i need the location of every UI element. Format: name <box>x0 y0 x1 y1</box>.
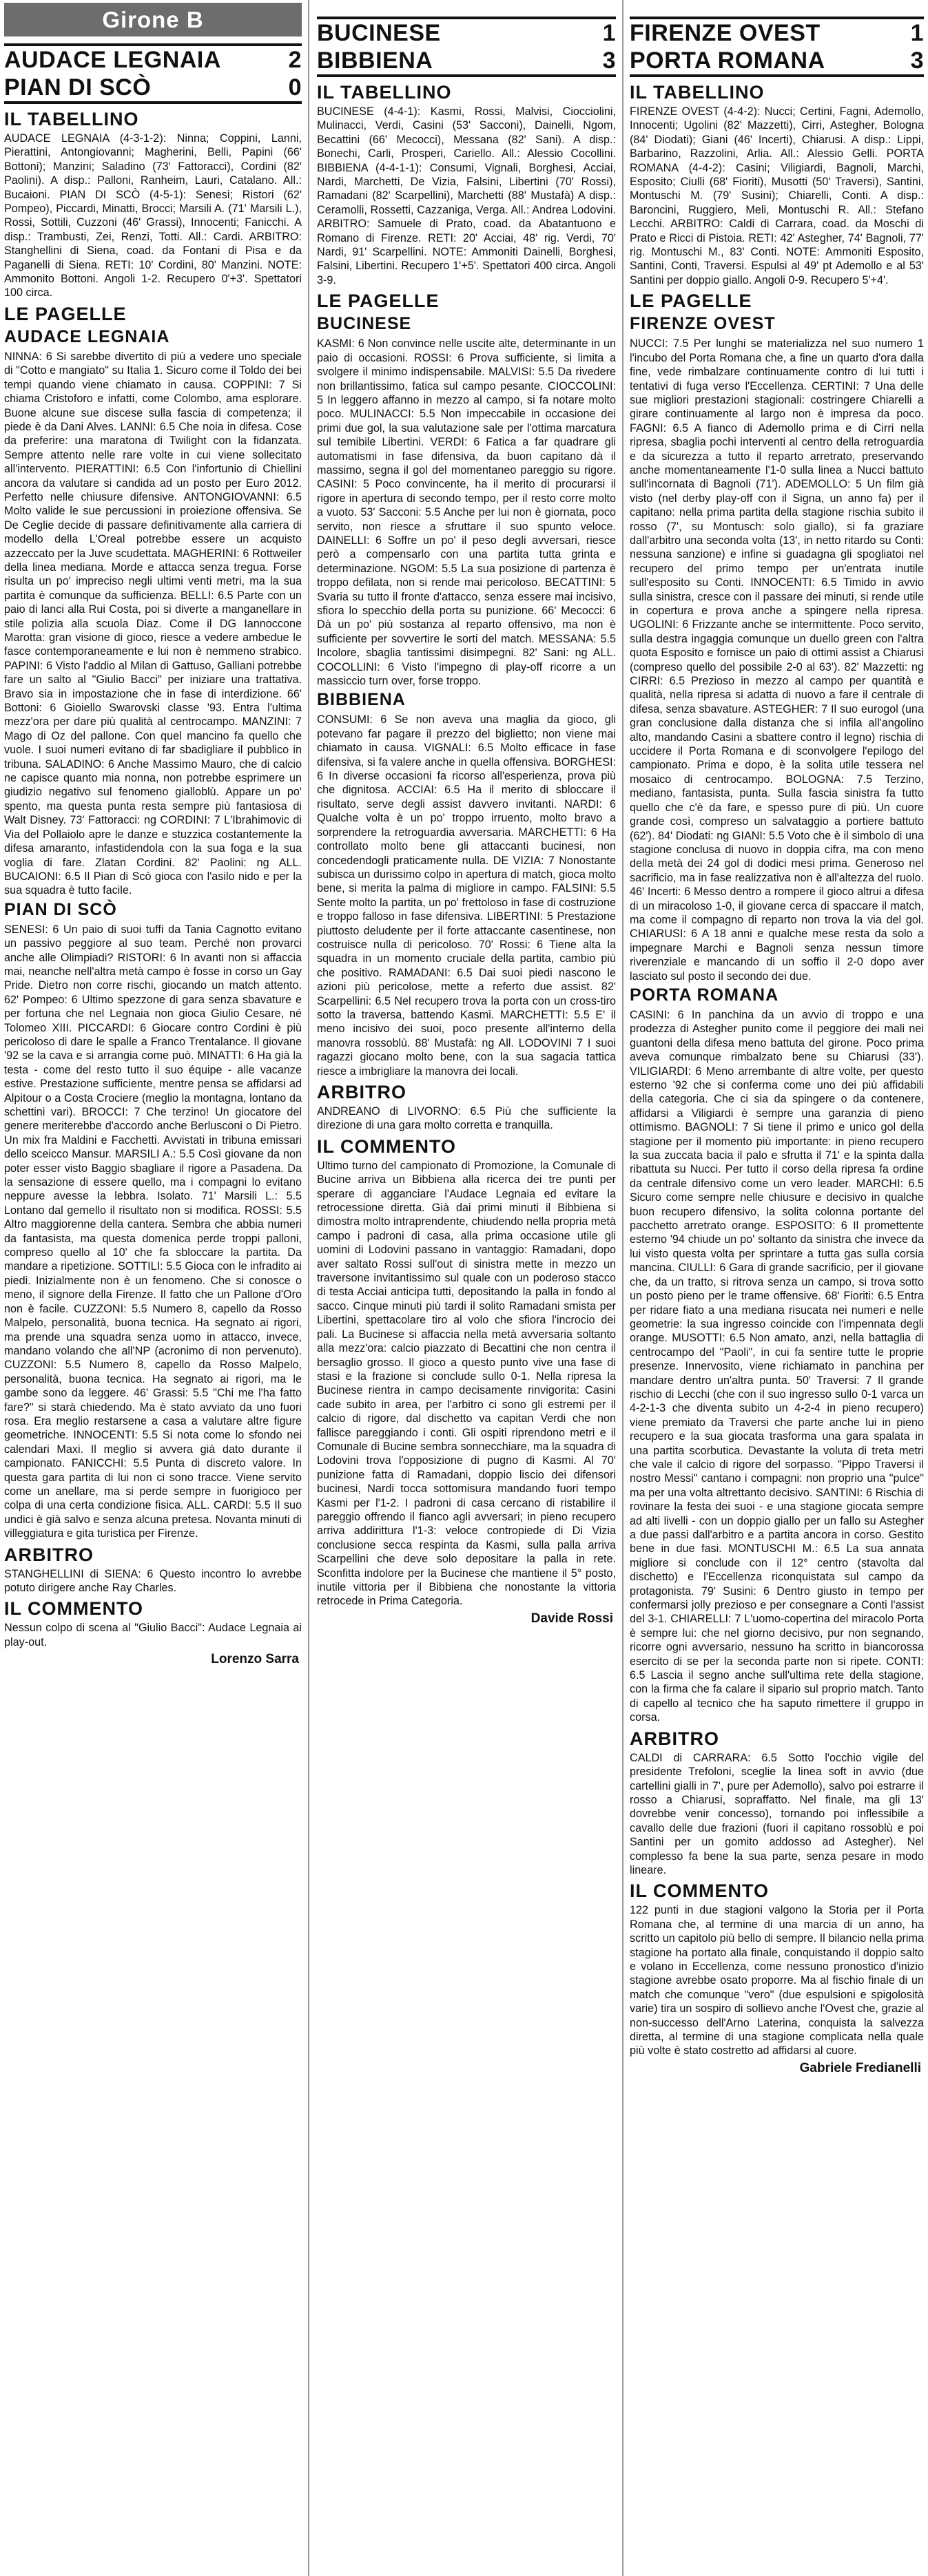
tabellino-heading: IL TABELLINO <box>630 82 765 103</box>
pagelle-text: NINNA: 6 Si sarebbe divertito di più a vedere uno speciale di "Cotto e mangiato" su Italia 1. Sicuro come il Toldo dei bei tempi quando viene chiamato in causa. COPPINI: 7 Si chiama Cristoforo e infatti, come Colombo, ama esplorare. Buone alcune sue discese sulla fascia di competenza; il piede è da Dani Alves. LANNI: 6.5 Che noia in difesa. Cose da preferire: una maratona di Twilight con la fidanzata. Sempre attento nelle rare volte in cui viene sollecitato all'intervento. PIERATTINI: 6.5 Con l'infortunio di Chiellini ancora da valutare si candida ad un posto per Euro 2012. Perfetto nelle chiusure difensive. ANTONGIOVANNI: 6.5 Molto valide le sue percussioni in proiezione offensiva. Se De Ceglie decide di passare definitivamente alla carriera di modello della L'Oreal potrebbe essere un acquisto azzeccato per la Juve scudettata. MAGHERINI: 6 Rottweiler della linea mediana. Morde e attacca senza tregua. Forse risulta un po' impreciso negli ultimi venti metri, ma la sua partita è comunque da sufficienza. BELLI: 6.5 Parte con un paio di lanci alla Rui Costa, poi si diverte a manganellare in stile polizia alla scuola Diaz. Come il DG Iannoccone Marotta: gran visione di gioco, riesce a vedere ambedue le fasce contemporaneamente e lui non è nemmeno strabico. PAPINI: 6 Visto l'addio al Milan di Gattuso, Galliani potrebbe fare un salto al "Giulio Bacci" per iniziare una trattativa. Bravo sia in impostazione che in fase di interdizione. 66' Bottoni: 6 Gioiello Swarovski classe '93. Entra l'ultima mezz'ora per dare più qualità al centrocampo. MANZINI: 7 Mago di Oz del pallone. Con quel mancino fa quello che vuole. I suoi numeri evitano di far sbadigliare il pubblico in tribuna. SALADINO: 6 Anche Massimo Mauro, che di calcio ne capisce quanto mia nonna, non potrebbe esprimere un giudizio negativo sul fenomeno gialloblù. Appare un po' spento, ma questa punta resta sempre più fantasiosa di Walt Disney. 73' Fattoracci: ng CORDINI: 7 L'Ibrahimovic di Via del Pollaiolo apre le danze e stuzzica costantemente la difesa amaranto, infastidendola con la sua foga e la sua voglia di fare. Zlatan Cordini. 82' Paolini: ng ALL. BUCAIONI: 6.5 Il Pian di Scò gioca con l'asilo nido e per la sua squadra è tutto facile. <box>4 350 302 897</box>
pagelle-team-heading: BIBBIENA <box>317 690 406 710</box>
scoreline <box>4 43 302 104</box>
home-team-row <box>630 19 924 47</box>
article-firenze-ovest-porta-romana <box>627 0 928 2576</box>
tabellino-heading: IL TABELLINO <box>317 82 452 103</box>
commento-text: Nessun colpo di scena al "Giulio Bacci": Audace Legnaia ai play-out. <box>4 1622 302 1648</box>
away-team-row <box>317 47 616 77</box>
pagelle-text: SENESI: 6 Un paio di suoi tuffi da Tania Cagnotto evitano un passivo peggiore al suo team. Perché non provarci anche alle Olimpiadi? RISTORI: 6 In avanti non si affaccia mai, neanche nell'altra metà campo è fosse in corso un Gay Pride. Dietro non corre rischi, giocando un match attento. 62' Pompeo: 6 Ultimo spezzone di gara senza sbavature e per fortuna che nel Legnaia non gioca Giulio Cesare, né Tolomeo XIII. PICCARDI: 6 Giocare contro Cordini è più pericoloso di dare le spalle a Franco Trentalance. Il giovane '92 se la cava e si arrangia come può. MINATTI: 6 Ha già la testa - come del resto tutto il suo équipe - alle vacanze estive. Prestazione sufficiente, mentre pensa se affidarsi ad Alpitour o a Costa Crociere (meglio la montagna, lontano da schettini vari). BROCCI: 7 Che terzino! Un giocatore del genere meriterebbe d'accordo anche Berlusconi o Di Pietro. Un mix fra Maldini e Facchetti. Avvistati in tribuna emissari dello sceicco Mansur. MARSILI A.: 5.5 Così giovane da non poter esser visto Baggio sbagliare il rigore a Pasadena. Da la sensazione di essere quello, ma i compagni lo evitano neppure avesse la lebbra. Isolato. 71' Marsili L.: 5.5 Lontano dal gemello il risultato non si modifica. ROSSI: 5.5 Altro maggiorenne della cantera. Sembra che abbia numeri da fantasista, ma questa domenica perde troppi palloni, compreso quello al 10' che fa sbloccare la partita. Da mandare a ripetizione. SOTTILI: 5.5 Gioca con le infradito ai piedi. Inizialmente non è un fenomeno. Che si conosce o meno, il signore della Firenze. Il fatto che un Pallone d'Oro non è facile. CUZZONI: 5.5 Numero 8, capello da Rosso Malpelo, personalità, buona tecnica. Ha segnato ai rigori, ma prende una squadra senza uomo in attacco, invece, mandano volando che all'NP (acronimo di non pervenuto). CUZZONI: 5.5 Numero 8, capello da Rosso Malpelo, personalità, buona tecnica. Ha segnato ai rigori, ma le gambe sono da leggere. 46' Grassi: 5.5 "Chi me l'ha fatto fare?" si starà chiedendo. Ma è stato avviato da uno fuori rosa. Era meglio restarsene a casa a valutare altre figure geometriche. INNOCENTI: 5.5 Si nota come lo sfondo nei calendari Maxi. Il meglio si avvera già dato durante il campionato. FANICCHI: 5.5 Punta di discreto valore. In questa gara partita di lui non ci sono tracce. Viene servito come un anellare, ma si perde sempre in fuorigioco per colpa di una certa condizione fisica. ALL. CARDI: 5.5 Il suo undici è già salvo e senza alcuna pretesa. Novanta minuti di villeggiatura e gita turistica per Firenze. <box>4 923 302 1540</box>
pagelle-team-heading: BUCINESE <box>317 314 412 334</box>
author-byline: Davide Rossi <box>530 1611 613 1626</box>
pagelle-text: CASINI: 6 In panchina da un avvio di troppo e una prodezza di Astegher punito come il peggiore dei mali nei guantoni della difesa meno battuta del girone. Poco prima aveva comunque rimbalzato bene su Chiarusi (33'). VILIGIARDI: 6 Meno arrembante di altre volte, per questo esterno '92 che si conferma come uno dei più affidabili della categoria. Che ci sia da spingere o da contenere, affidarsi a Viligiardi è sempre una garanzia di pieno ottimismo. BAGNOLI: 7 Si tiene il primo e unico gol della stagione per il momento più importante: in pieno recupero la sua zuccata bacia il palo e sfrutta il 71' e la spinta dalla ribattuta su Nucci. Per tutto il corso della ripresa fa ordine da centrale difensivo come un vero leader. MARCHI: 6.5 Sicuro come sempre nelle chiusure e decisivo in qualche buon recupero difensivo, la solita colonna portante del pacchetto arretrato orange. ESPOSITO: 6 Il promettente esterno '94 chiude un po' soltanto da sinistra che invece da lui visto questa volta per sprintare a tutta gas sulla corsia mancina. CIULLI: 6 Gara di grande sacrificio, per il giovane che, da un tratto, si ritrova senza un campo, si trova sotto un posto pieno per le trame offensive. 68' Fioriti: 6.5 Entra per ridare fiato a una mediana risucata nei numeri e nelle geometrie: la sua ingresso coincide con l'impennata degli orange. MUSOTTI: 6.5 Non amato, anzi, nella battaglia di centrocampo del "Paoli", in cui fa sentire tutte le proprie presenze. Innervosito, viene richiamato in panchina per mandare dentro un'altra punta. 50' Traversi: 7 Il grande rischio di Lecchi (che con il suo ingresso sullo 0-1 varca un 4-2-1-3 che diventa subito un 4-2-4 in pieno recupero) viene premiato da Traversi che parte anche lui in pieno recupero e la sua giocata trasforma una gara spalata in una partita scorbutica. Devastante la voluta di treta metri che vale il calcio di rigore del sorpasso. "Pippo Traversi il nostro Messi" cantano i compagni: non proprio una "pulce" ma per una volta altrettanto decisivo. SANTINI: 6 Rischia di rovinare la festa dei suoi - e una stagione giocata sempre ad alti livelli - con un doppio giallo per un fallo su Astegher a due passi dall'arbitro e a partita ancora in corso. Gestito bene in due fasi. MONTUSCHI M.: 6.5 La sua annata migliore si conclude con il 12° centro (stavolta dal dischetto) e l'Eccellenza riconquistata sul campo da protagonista. 79' Susini: 6 Dentro giusto in tempo per confermarsi jolly prezioso e per consegnare a Conti l'assist del 3-1. CHIARELLI: 7 L'uomo-copertina del miracolo Porta è sempre lui: che nel giorno decisivo, pur non segnando, ricorre ogni avversario, nessuno ha scritto in biancorossa esercito di se per la seconda parte non si ripete. CONTI: 6.5 Lascia il segno anche sull'ultima rete della stagione, con la firma che fa calare il sipario sul proprio match. Tanto di capello al tecnico che ha saputo rimettere il gruppo in corsa. <box>630 1008 924 1724</box>
arbitro-heading: ARBITRO <box>630 1728 719 1749</box>
tabellino-text: BUCINESE (4-4-1): Kasmi, Rossi, Malvisi, Ciocciolini, Mulinacci, Verdi, Casini (53' Sacconi), Dainelli, Ngom, Becattini (66' Mecocci), Messana (82' Sani). A disp.: Bonechi, Carli, Prosperi, Cariello. All.: Alessio Cocollini. BIBBIENA (4-4-1-1): Consumi, Vignali, Borghesi, Acciai, Nardi, Marchetti, De Vizia, Falsini, Libertini (70' Rossi), Ramadani (82' Scarpellini), Marchetti (88' Mustafà) A disp.: Ceramolli, Rossetti, Cazzaniga, Verga. All.: Andrea Lodovini. ARBITRO: Samuele di Prato, coad. da Abatantuono e Romano di Firenze. RETI: 20' Acciai, 48' rig. Verdi, 70' Nardi, 91' Scarpellini. NOTE: Ammoniti Dainelli, Borghesi, Falsini, Libertini. Recupero 1'+5'. Spettatori 400 circa. Angoli 3-9. <box>317 105 616 286</box>
column-divider <box>308 0 309 2576</box>
commento-text: 122 punti in due stagioni valgono la Storia per il Porta Romana che, al termine di una marcia di un anno, ha scritto un capitolo più bello di sempre. Il bilancio nella prima stagione ha portato alla finale, conquistando il doppio salto e volano in Eccellenza, come nessuno pronostico d'inizio stagione avrebbe osato proporre. Ma al fischio finale di un match che comunque "vero" (due espulsioni e spigolosità varie) tira un sospiro di sollievo anche l'Ovest che, grazie al non-successo dell'Arno Laterina, conquista la salvezza diretta, al termine di una stagione complicata nella quale più volte è stato costretto ad affidarsi al cuore. <box>630 1904 924 2057</box>
home-score: 2 <box>288 47 302 73</box>
author-byline: Gabriele Fredianelli <box>799 2060 921 2075</box>
scoreline <box>317 17 616 77</box>
pagelle-team-heading: AUDACE LEGNAIA <box>4 326 170 346</box>
home-team-row <box>317 19 616 47</box>
away-team-row <box>630 47 924 77</box>
tabellino-heading: IL TABELLINO <box>4 109 139 129</box>
arbitro-text: STANGHELLINI di SIENA: 6 Questo incontro lo avrebbe potuto dirigere anche Ray Charles. <box>4 1567 302 1594</box>
pagelle-text: KASMI: 6 Non convince nelle uscite alte, determinante in un paio di occasioni. ROSSI: 6 Prova sufficiente, si limita a svolgere il minimo indispensabile. MALVISI: 5.5 Da rivedere non brillantissimo, fatica sul campo pesante. CIOCCOLINI: 5 In leggero affanno in mezzo al campo, si fa notare molto poco. MULINACCI: 5.5 Non impeccabile in occasione dei primi due gol, la sua valutazione sale per l'ottima marcatura sul temibile Libertini. VERDI: 6 Fatica a far quadrare gli automatismi in fase difensiva, da buon capitano dà il massimo, segna il gol del momentaneo pareggio su rigore. CASINI: 5 Poco convincente, ha il merito di procurarsi il rigore in apertura di secondo tempo, per il resto corre molto a vuoto. 53' Sacconi: 5.5 Anche per lui non è giornata, poco servito, non riesce a sfruttare il suo spunto veloce. DAINELLI: 6 Soffre un po' il peso degli avversari, riesce però a compensarlo con una partita tutta grinta e determinazione. NGOM: 5.5 La sua posizione di partenza è troppo defilata, non si rende mai pericoloso. BECATTINI: 5 Svaria su tutto il fronte d'attacco, senza essere mai incisivo, sfiora lo specchio della porta su punizione. 66' Mecocci: 6 Dà un po' più sostanza al reparto offensivo, ma non è sufficiente per sovvertire le sorti del match. MESSANA: 5.5 Incolore, sbaglia tantissimi disimpegni. 82' Sani: ng ALL. COCOLLINI: 6 Visto l'impegno di play-off ricorre a un massiccio turn over, forse troppo. <box>317 337 616 688</box>
commento-text: Ultimo turno del campionato di Promozione, la Comunale di Bucine arriva un Bibbiena alla ricerca dei tre punti per sperare di agganciare l'Audace Legnaia ed evitare la retrocessione diretta. Già dai primi minuti il Bibbiena si dimostra molto intraprendente, chiudendo nella propria metà campo i padroni di casa, alla prima occasione utile gli uomini di Lodovini passano in vantaggio: Ramadani, dopo aver saltato Rossi sull'out di sinistra mette in mezzo un traversone invitantissimo sul quale con un poderoso stacco di testa Acciai anticipa tutti, depositando la palla in fondo al sacco. Cinque minuti più tardi il solito Ramadani smista per Libertini, spettacolare tiro al volo che sfiora l'incrocio dei pali. La Bucinese si affaccia nella metà avversaria soltanto alla mezz'ora: calcio piazzato di Becattini che non centra il bersaglio grosso. Il gioco a questo punto vive una fase di stasi e la frazione si conclude sullo 0-1. Nella ripresa la Bucinese rientra in campo decisamente rinvigorita: Casini cade subito in area, per l'arbitro ci sono gli estremi per il calcio di rigore, dal dischetto va capitan Verdi che non fallisce pareggiando i conti. Gli ospiti riprendono metri e il Comunale di Bucine sembra sonnecchiare, ma la squadra di Lodovini trova l'opposizione di pugno di Kasmi. Al 70' punizione fatta di Ramadani, doppio liscio dei difensori bucinesi, Nardi tocca sottomisura mandando fuori tempo Kasmi per l'1-2. I padroni di casa cercano di ristabilire il pareggio offrendo il fianco agli avversari; in pieno recupero arriva addirittura l'1-3: veloce contropiede di Di Vizia conclusione secca respinta da Kasmi, sulla palla arriva Scarpellini che deve solo depositare la palla in rete. Sconfitta indolore per la Bucinese che mantiene il 5° posto, inutile vittoria per il Bibbiena che nonostante la vittoria retrocede in Prima Categoria. <box>317 1159 616 1608</box>
pagelle-team-heading: PIAN DI SCÒ <box>4 899 117 919</box>
away-team-name: BIBBIENA <box>317 48 433 74</box>
away-score: 0 <box>288 74 302 101</box>
home-team-name: AUDACE LEGNAIA <box>4 47 221 73</box>
tabellino-text: AUDACE LEGNAIA (4-3-1-2): Ninna; Coppini, Lanni, Pierattini, Antongiovanni; Magherini, Belli, Papini (66' Bottoni); Manzini; Saladino (73' Fattoracci), Cordini (82' Paolini). A disp.: Palloni, Ranheim, Lauri, Catalano. All.: Bucaioni. PIAN DI SCÒ (4-5-1): Senesi; Ristori (62' Pompeo), Piccardi, Minatti, Brocci; Marsili A. (71' Marsili L.), Rossi, Sottili, Cuzzoni (46' Grassi), Innocenti; Fanicchi. A disp.: Trambusti, Zei, Renzi, Totti. All.: Cardi. ARBITRO: Stanghellini di Siena, coad. da Fontani di Pisa e da Paganelli di Siena. RETI: 10' Cordini, 80' Manzini. NOTE: Ammonito Bottoni. Angoli 1-2. Recupero 0'+3'. Spettatori 100 circa. <box>4 132 302 300</box>
away-team-name: PORTA ROMANA <box>630 48 825 74</box>
pagelle-heading: LE PAGELLE <box>317 291 440 312</box>
column-divider <box>622 0 623 2576</box>
tabellino-text: FIRENZE OVEST (4-4-2): Nucci; Certini, Fagni, Ademollo, Innocenti; Ugolini (82' Mazzetti), Cirri, Astegher, Bologna (84' Diodati); Giani (46' Incerti), Chiarusi. A disp.: Lippi, Barbarino, Razzolini, Arlia. All.: Alessio Gelli. PORTA ROMANA (4-4-2): Casini; Viligiardi, Bagnoli, Marchi, Esposito; Ciulli (68' Fioriti), Musotti (50' Traversi), Santini, Montuschi M. (79' Susini); Chiarelli, Conti. A disp.: Baroncini, Ruggiero, Meli, Montuschi R. All.: Stefano Lecchi. ARBITRO: Caldi di Carrara, coad. da Moschi di Prato e Ricci di Pistoia. RETI: 42' Astegher, 74' Bagnoli, 77' rig. Montuschi M., 83' Conti. NOTE: Ammoniti Esposito, Santini, Conti, Traversi. Espulsi al 49' pt Ademollo e al 53' Santini per doppio giallo. Angoli 0-9. Recupero 5'+4'. <box>630 105 924 286</box>
away-team-row <box>4 74 302 104</box>
home-score: 1 <box>910 20 924 46</box>
arbitro-heading: ARBITRO <box>4 1544 94 1565</box>
commento-heading: IL COMMENTO <box>4 1598 144 1620</box>
article-bucinese-bibbiena <box>314 0 619 2576</box>
pagelle-team-heading: FIRENZE OVEST <box>630 314 776 334</box>
home-team-name: BUCINESE <box>317 20 441 46</box>
commento-heading: IL COMMENTO <box>317 1135 457 1157</box>
pagelle-text: NUCCI: 7.5 Per lunghi se materializza nel suo numero 1 l'incubo del Porta Romana che, a fine un quarto d'ora dalla fine, vede rimbalzare continuamente contro di lui tutti i tentativi di fuga verso l'Eccellenza. CERTINI: 7 Una delle sue migliori prestazioni stagionali: costringere Chiarelli a girare continuamente al largo non è impresa da poco. FAGNI: 6.5 A fianco di Ademollo prima e di Cirri nella ripresa, sbaglia pochi interventi al centro della retroguardia e da sicurezza a tutto il reparto arretrato, preservando anche momentaneamente l'1-0 sulla linea a Nucci battuto sull'incornata di Bagnoli (71'). ADEMOLLO: 5 Un film già visto (nel derby play-off con il Signa, un anno fa) per il capitano: nella prima partita della stagione rischia subito il rosso (7', su Montusch: solo giallo), si fa graziare dall'arbitro una seconda volta (13', in netto ritardo su Conti: nessuna sanzione) e infine si guadagna gli spogliatoi nel recupero del primo tempo per un'entrata inutile sull'esposito su Conti. INNOCENTI: 6.5 Timido in avvio sulla sinistra, cresce con il passare dei minuti, si rende utile in copertura e prova anche a spingere nella ripresa. UGOLINI: 6 Frizzante anche se intermittente. Poco servito, sulla destra ingaggia comunque un duello green con l'altra quota Esposito e fornisce un paio di ottimi assist a Chiarusi (compreso quello del possibile 2-0 al 63'). 82' Mazzetti: ng CIRRI: 6.5 Prezioso in mezzo al campo per quantità e qualità, nella ripresa si adatta di nuovo a fare il centrale di difesa, senza sbavature. ASTEGHER: 7 Il suo eurogol (una gran conclusione dalla distanza che si infila all'angolino alto, mandando Casini a sbattere contro il legno) rischia di uccidere il Porta Romana e di sconvolgere l'epilogo del campionato. Prima e dopo, è la solita utile tessera nel mosaico di centrocampo. BOLOGNA: 7.5 Terzino, mediano, fantasista, punta. Sulla fascia sinistra fa tutto quello che c'è da fare, e spesso pure di più. Un cuore grande così, compreso un salvataggio a portiere battuto (62'). 84' Diodati: ng GIANI: 5.5 Voto che è il simbolo di una stagione conclusa di nuovo in doppia cifra, ma con meno della metà dei 24 gol di dodici mesi prima. Generoso nel sacrificio, ma in fase realizzativa non è all'altezza del ruolo. 46' Incerti: 6 Messo dentro a rompere il gioco altrui a difesa di un miracoloso 1-0, il giovane cerca di spaccare il match, ma come il compagno di reparto non trova la via del gol. CHIARUSI: 6 A 18 anni e qualche mese resta da solo a impegnare Marchi e Bagnoli senza nessun timore riverenziale e mancando di un soffio il 2-0 dopo aver lasciato sul posto il secondo dei due. <box>630 337 924 983</box>
away-score: 3 <box>910 48 924 74</box>
girone-banner: Girone B <box>4 3 302 36</box>
pagelle-team-heading: PORTA ROMANA <box>630 985 779 1005</box>
home-team-row <box>4 46 302 74</box>
author-byline: Lorenzo Sarra <box>211 1652 299 1667</box>
arbitro-text: CALDI di CARRARA: 6.5 Sotto l'occhio vigile del presidente Trefoloni, sceglie la linea soft in avvio (due cartellini gialli in 7', pure per Ademollo), salvo poi estrarre il rosso a Chiarusi, sopraffatto. Nel finale, ma gli 13' dovrebbe venir concesso), tornando poi inflessibile a cavallo delle due frazioni (fuori il capitano rossoblù e poi Santini per un gomito addosso ad Astegher). Nel complesso fa bene la sua parte, senza pesare in modo lineare. <box>630 1751 924 1876</box>
arbitro-heading: ARBITRO <box>317 1082 406 1102</box>
away-score: 3 <box>602 48 616 74</box>
away-team-name: PIAN DI SCÒ <box>4 74 152 101</box>
pagelle-heading: LE PAGELLE <box>4 303 127 324</box>
pagelle-text: CONSUMI: 6 Se non aveva una maglia da gioco, gli potevano far pagare il prezzo del biglietto; non viene mai chiamato in causa. VIGNALI: 6.5 Molto efficace in fase difensiva, si fa valere anche in quella offensiva. BORGHESI: 6 In diverse occasioni fa ricorso all'esperienza, prova più che dignitosa. ACCIAI: 6.5 Ha il merito di sbloccare il risultato, serve degli assist davvero invitanti. NARDI: 6 Qualche volta è un po' troppo irruento, molto bravo a sorprendere la retroguardia avversaria. MARCHETTI: 6 Ha controllato molto bene gli attaccanti bucinesi, non concedendogli praticamente nulla. DE VIZIA: 7 Nonostante subisca un durissimo colpo in apertura di match, gioca molto bene, si merita la palma di migliore in campo. FALSINI: 5.5 Sente molto la partita, un po' frettoloso in fase di costruzione e troppo falloso in fase difensiva. LIBERTINI: 5 Prestazione piuttosto deludente per il forte attaccante casentinese, non costruisce nulla di pericoloso. 70' Rossi: 6 Tiene alta la squadra in un momento cruciale della partita, cambio più che positivo. RAMADANI: 6.5 Dai suoi piedi nascono le azioni più pericolose, mette a referto due assist. 82' Scarpellini: 6.5 Nel recupero trova la porta con un cross-tiro sotto la traversa, battendo Kasmi. MARCHETTI: 5.5 E' il meno incisivo dei suoi, poco presente all'interno della manovra rossoblù. 88' Mustafà: ng All. LODOVINI 7 I suoi ragazzi giocano molto bene, con la sua sagacia tattica riesce a imbrigliare la manovra dei locali. <box>317 713 616 1078</box>
commento-heading: IL COMMENTO <box>630 1881 770 1902</box>
arbitro-text: ANDREANO di LIVORNO: 6.5 Più che sufficiente la direzione di una gara molto corretta e tranquilla. <box>317 1105 616 1132</box>
home-score: 1 <box>602 20 616 46</box>
article-audace-legnaia-pian-di-sco <box>0 0 305 2576</box>
pagelle-heading: LE PAGELLE <box>630 291 752 312</box>
home-team-name: FIRENZE OVEST <box>630 20 821 46</box>
scoreline <box>630 17 924 77</box>
